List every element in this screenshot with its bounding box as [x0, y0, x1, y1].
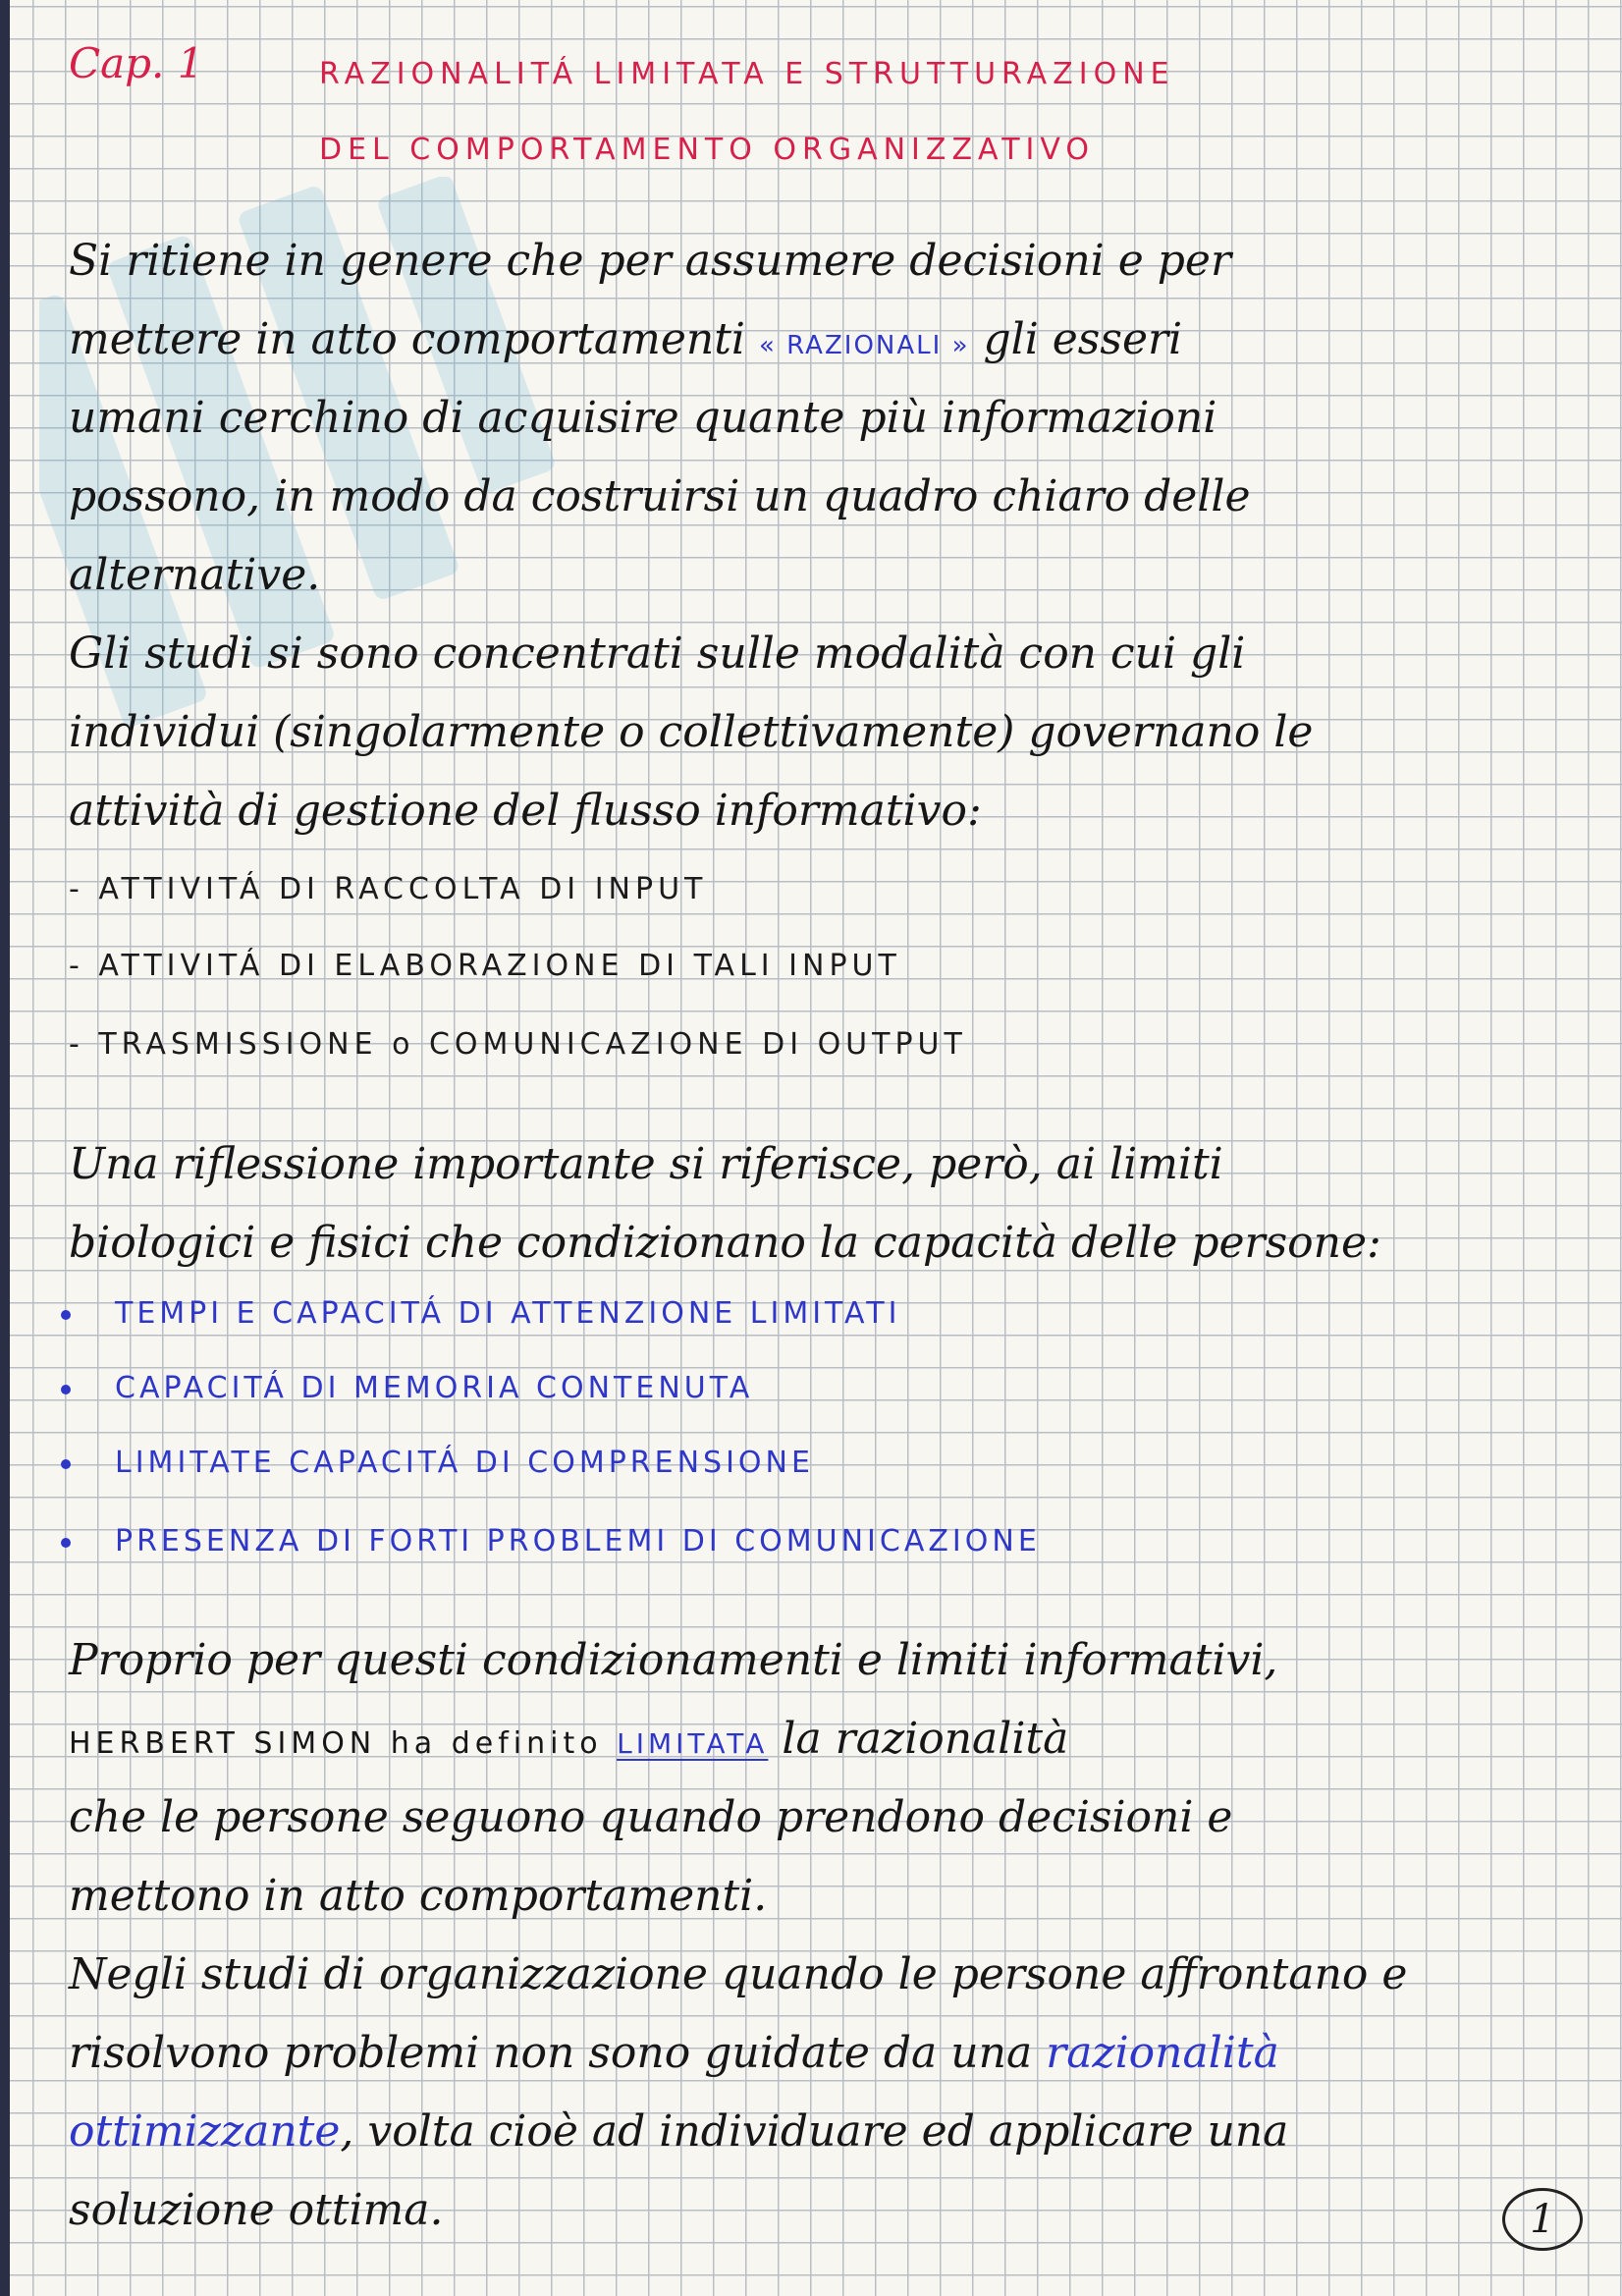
- limit-bullet-item: [61, 1296, 900, 1331]
- chapter-title-line-1: RAZIONALITÁ LIMITATA E STRUTTURAZIONE: [319, 57, 1175, 91]
- para4-line1: Proprio per questi condizionamenti e limiti informativi,: [69, 1635, 1278, 1685]
- para2-line2: individui (singolarmente o collettivamente) governano le: [69, 707, 1314, 757]
- highlight-ottimizzante: ottimizzante: [69, 2106, 341, 2157]
- bullet-dot-icon: [61, 1459, 71, 1469]
- highlight-razionali: « RAZIONALI »: [759, 331, 970, 360]
- limit-bullet-text: PRESENZA DI FORTI PROBLEMI DI COMUNICAZIONE: [115, 1524, 1041, 1558]
- para4-line4: mettono in atto comportamenti.: [69, 1871, 768, 1921]
- para5-line3-after: , volta cioè ad individuare ed applicare una: [340, 2106, 1289, 2157]
- activity-item: - ATTIVITÁ DI ELABORAZIONE DI TALI INPUT: [69, 949, 901, 983]
- limit-bullet-item: [61, 1371, 753, 1405]
- para5-line4: soluzione ottima.: [69, 2185, 444, 2235]
- para1-line5: alternative.: [69, 550, 321, 600]
- limit-bullet-item: [61, 1446, 814, 1480]
- para1-line1: Si ritiene in genere che per assumere decisioni e per: [69, 236, 1232, 286]
- para3-line1: Una riflessione importante si riferisce, però, ai limiti: [69, 1139, 1223, 1189]
- para5-line1: Negli studi di organizzazione quando le persone affrontano e: [69, 1949, 1408, 1999]
- limit-bullet-item: [61, 1524, 1041, 1558]
- para5-line3: [69, 2106, 1288, 2157]
- para4-line2-before: HERBERT SIMON ha definito: [69, 1726, 618, 1761]
- bullet-dot-icon: [61, 1385, 71, 1394]
- para5-line2-before: risolvono problemi non sono guidate da una: [69, 2028, 1047, 2078]
- notebook-binding-edge: [0, 0, 10, 2296]
- bullet-dot-icon: [61, 1310, 71, 1320]
- para1-line2-before: mettere in atto comportamenti: [69, 314, 759, 364]
- chapter-title-line-2: DEL COMPORTAMENTO ORGANIZZATIVO: [319, 133, 1095, 167]
- para4-line2: [69, 1714, 1068, 1764]
- para2-line1: Gli studi si sono concentrati sulle modalità con cui gli: [69, 629, 1246, 679]
- para1-line4: possono, in modo da costruirsi un quadro chiaro delle: [69, 471, 1251, 521]
- highlight-razionalita: razionalità: [1046, 2028, 1279, 2078]
- activity-item: - TRASMISSIONE o COMUNICAZIONE DI OUTPUT: [69, 1027, 967, 1062]
- bullet-dot-icon: [61, 1538, 71, 1548]
- highlight-limitata: LIMITATA: [617, 1727, 769, 1760]
- activity-item: - ATTIVITÁ DI RACCOLTA DI INPUT: [69, 872, 708, 906]
- para1-line2: [69, 314, 1182, 364]
- para5-line2: [69, 2028, 1279, 2078]
- limit-bullet-text: LIMITATE CAPACITÁ DI COMPRENSIONE: [115, 1446, 814, 1480]
- para1-line2-after: gli esseri: [969, 314, 1183, 364]
- chapter-label: Cap. 1: [69, 39, 204, 87]
- para4-line3: che le persone seguono quando prendono decisioni e: [69, 1792, 1233, 1842]
- page-number: 1: [1502, 2188, 1583, 2251]
- para1-line3: umani cerchino di acquisire quante più informazioni: [69, 393, 1217, 443]
- para3-line2: biologici e fisici che condizionano la capacità delle persone:: [69, 1218, 1381, 1268]
- limit-bullet-text: CAPACITÁ DI MEMORIA CONTENUTA: [115, 1371, 754, 1405]
- para2-line3: attività di gestione del flusso informativo:: [69, 786, 982, 836]
- para4-line2-after: la razionalità: [768, 1714, 1069, 1764]
- limit-bullet-text: TEMPI E CAPACITÁ DI ATTENZIONE LIMITATI: [115, 1296, 901, 1331]
